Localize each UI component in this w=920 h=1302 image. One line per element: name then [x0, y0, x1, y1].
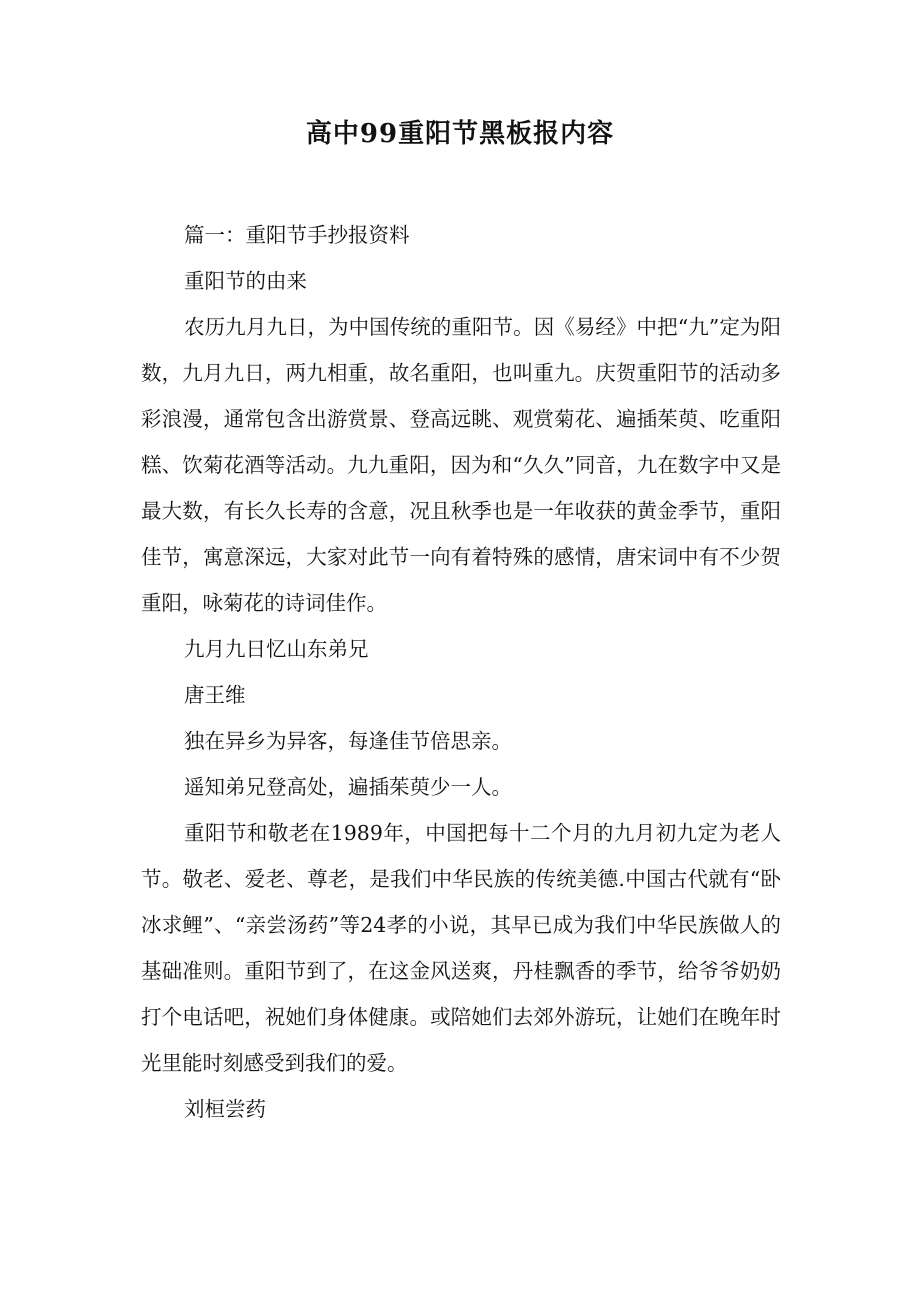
poem-line-1: 独在异乡为异客，每逢佳节倍思亲。: [184, 729, 513, 753]
poem-author: 唐王维: [184, 683, 246, 707]
document-title: 高中99重阳节黑板报内容: [305, 119, 615, 149]
section-heading: 篇一：重阳节手抄报资料: [184, 223, 410, 247]
poem-line-2: 遥知弟兄登高处，遍插茱萸少一人。: [184, 775, 513, 799]
paragraph-origin: 农历九月九日，为中国传统的重阳节。因《易经》中把“九”定为阳数，九月九日，两九相重，故名重阳，也叫重九。庆贺重阳节的活动多彩浪漫，通常包含出游赏景、登高远眺、观赏菊花、遍插茱萸、吃重阳糕、饮菊花酒等活动。九九重阳，因为和“久久”同音，九在数字中又是最大数，有长久长寿的含意，况且秋季也是一年收获的黄金季节，重阳佳节，寓意深远，大家对此节一向有着特殊的感情，唐宋词中有不少贺重阳，咏菊花的诗词佳作。: [141, 315, 781, 615]
subheading-story: 刘桓尝药: [184, 1097, 267, 1121]
paragraph-elderly-day: 重阳节和敬老在1989年，中国把每十二个月的九月初九定为老人节。敬老、爱老、尊老，是我们中华民族的传统美德.中国古代就有“卧冰求鲤”、“亲尝汤药”等24孝的小说，其早已成为我们中华民族做人的基础准则。重阳节到了，在这金风送爽，丹桂飘香的季节，给爷爷奶奶打个电话吧，祝她们身体健康。或陪她们去郊外游玩，让她们在晚年时光里能时刻感受到我们的爱。: [141, 821, 781, 1075]
poem-title: 九月九日忆山东弟兄: [184, 637, 369, 661]
document-body: [141, 212, 781, 1132]
subheading-origin: 重阳节的由来: [184, 269, 308, 293]
